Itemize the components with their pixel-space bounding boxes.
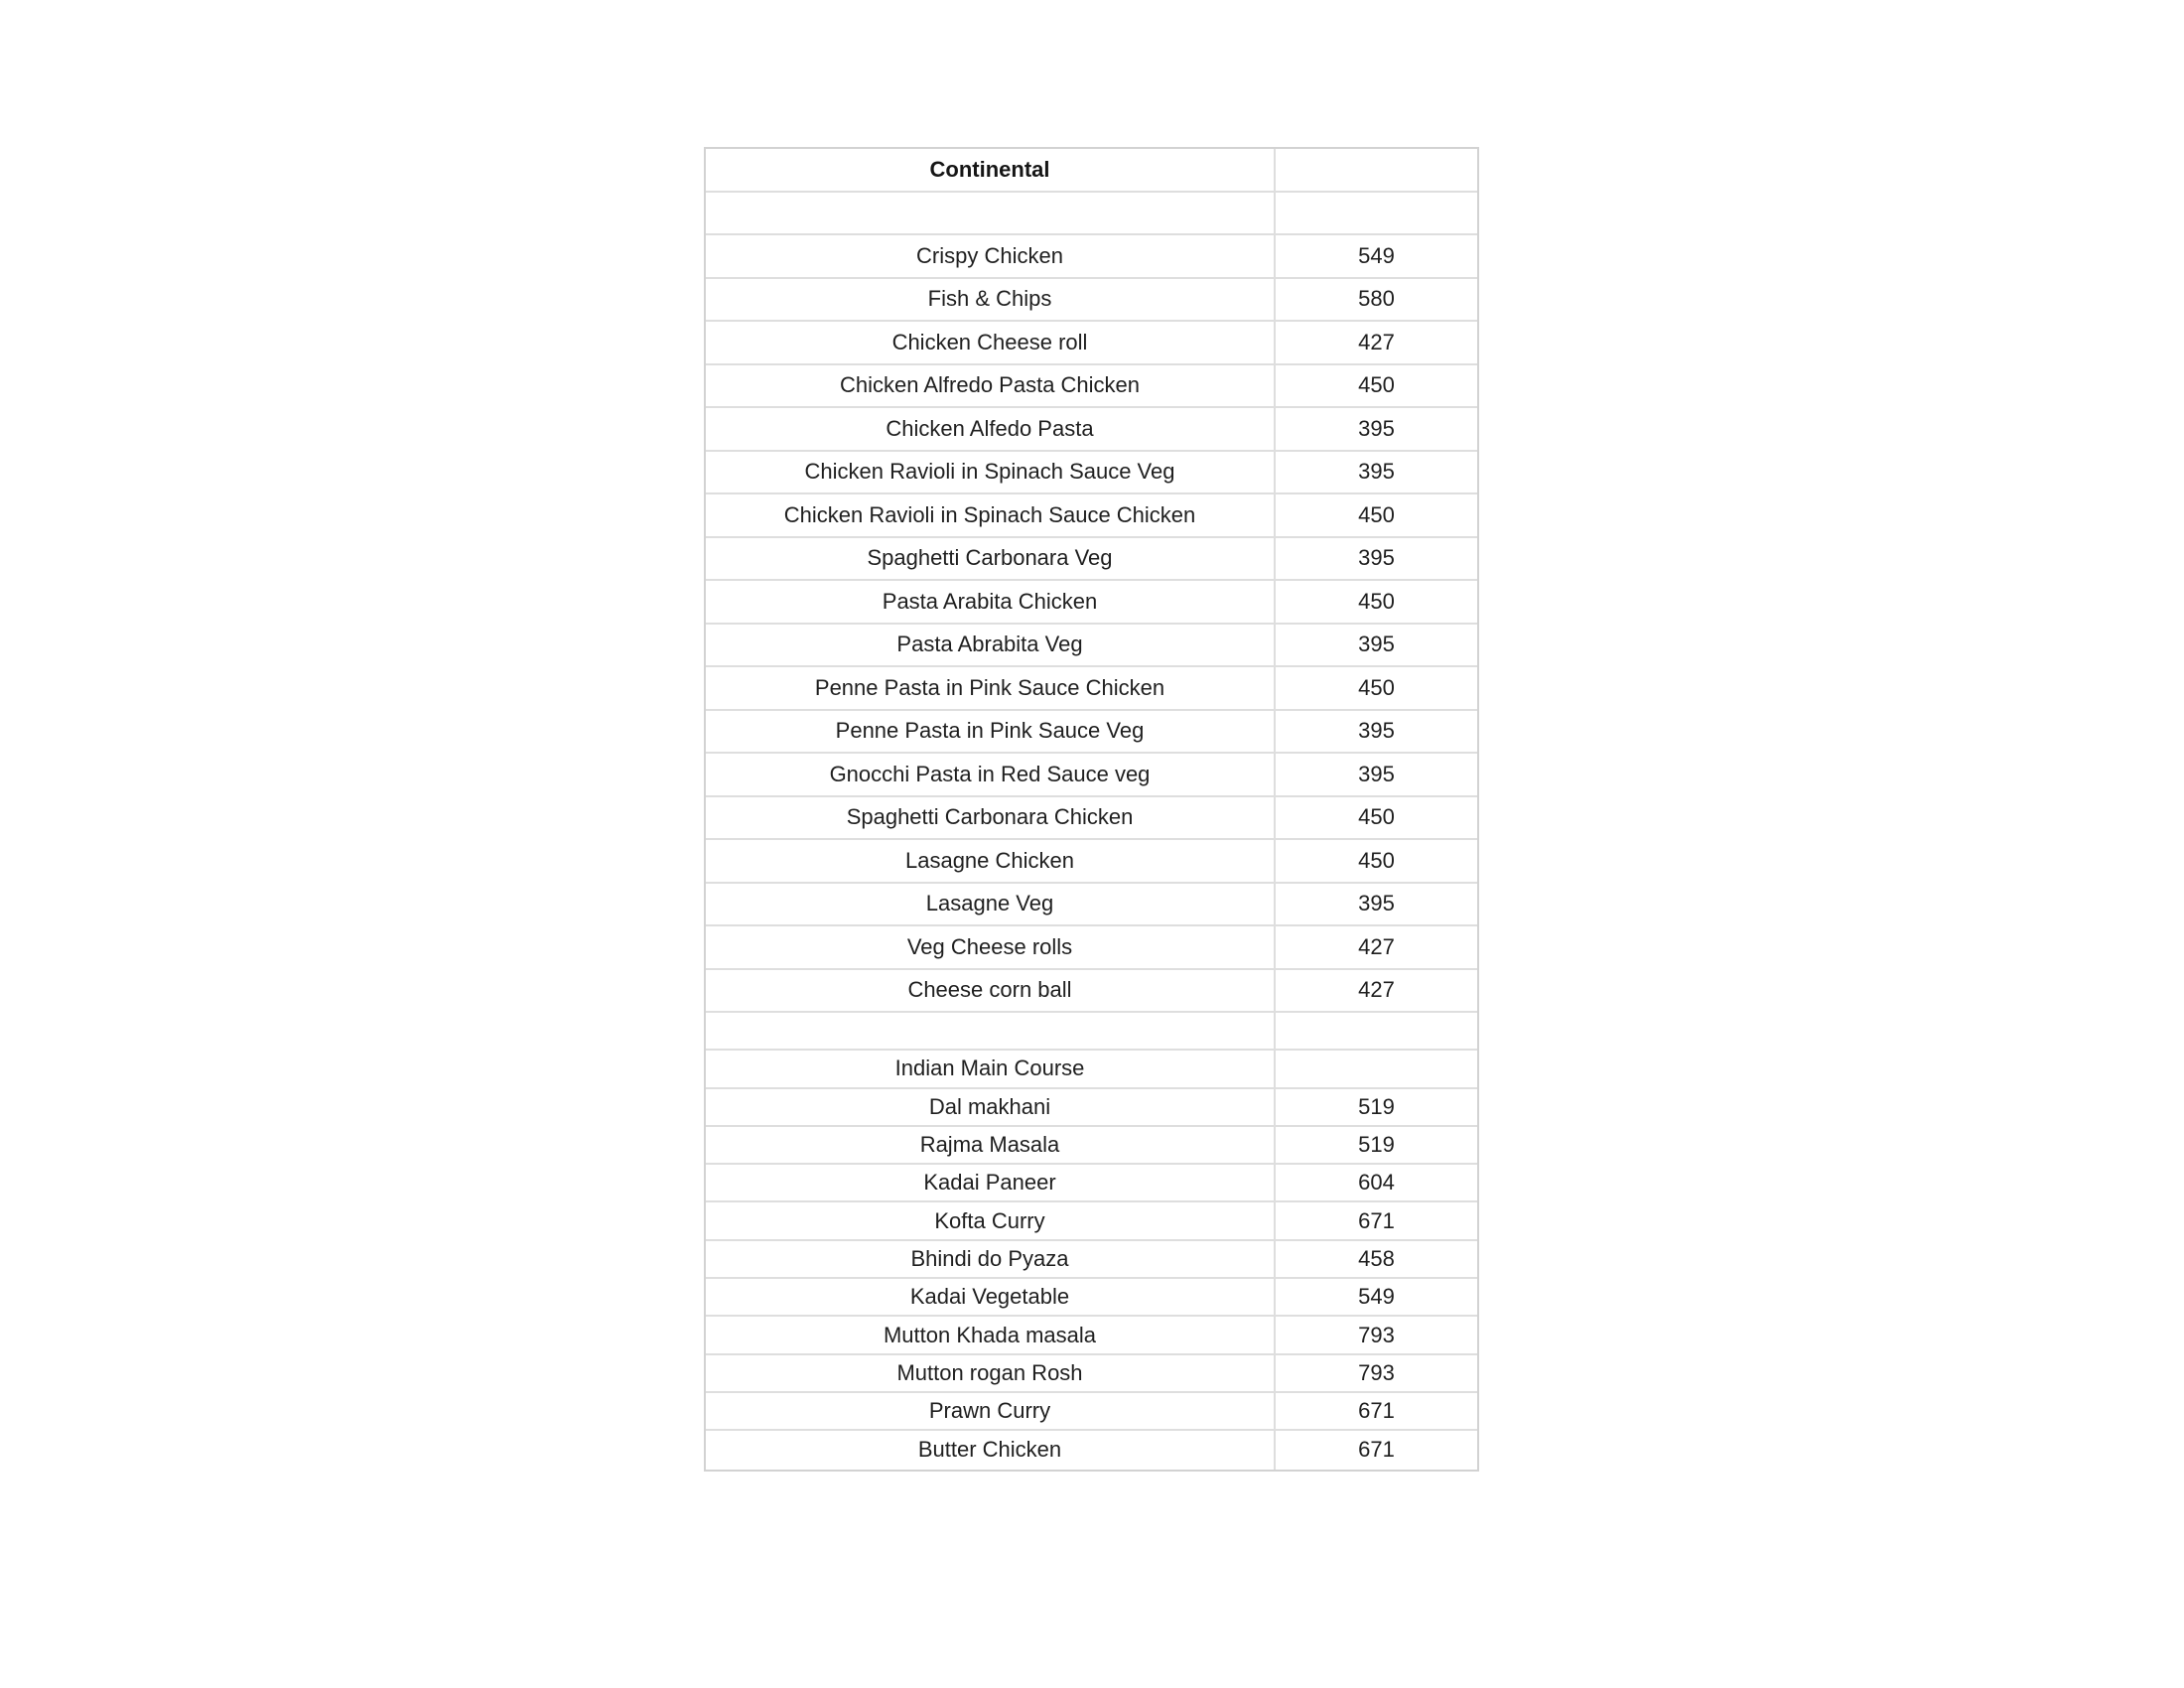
item-price-cell: 450: [1358, 847, 1395, 873]
item-name-cell: Crispy Chicken: [706, 235, 1276, 277]
item-name-cell: [706, 1013, 1276, 1049]
item-name-cell: Kofta Curry: [706, 1202, 1276, 1238]
table-row: [706, 797, 1477, 841]
item-price-cell: 549: [1358, 242, 1395, 268]
item-name-cell: Chicken Cheese roll: [706, 322, 1276, 363]
table-row: [706, 322, 1477, 365]
item-name-cell: Spaghetti Carbonara Veg: [706, 538, 1276, 580]
item-price-cell: 427: [1358, 977, 1395, 1003]
item-price-cell: 450: [1358, 588, 1395, 614]
item-price-cell: 427: [1358, 329, 1395, 354]
table-row: [706, 1431, 1477, 1469]
table-row: [706, 711, 1477, 755]
item-price-cell: 450: [1358, 674, 1395, 700]
item-name-cell: Pasta Arabita Chicken: [706, 581, 1276, 623]
item-price-cell: 395: [1358, 415, 1395, 441]
table-row: [706, 754, 1477, 797]
item-price-cell: 395: [1358, 761, 1395, 786]
table-row: [706, 1127, 1477, 1165]
item-price-cell: 395: [1358, 891, 1395, 916]
item-price-cell: 395: [1358, 545, 1395, 571]
item-name-cell: [706, 193, 1276, 234]
item-price-cell: [1276, 149, 1477, 191]
item-price-cell: [1276, 1051, 1477, 1086]
item-name-cell: Pasta Abrabita Veg: [706, 625, 1276, 666]
table-row: [706, 840, 1477, 884]
item-name-cell: Bhindi do Pyaza: [706, 1241, 1276, 1277]
item-name-cell: Chicken Alfedo Pasta: [706, 408, 1276, 450]
table-row: [706, 452, 1477, 495]
table-row: [706, 1279, 1477, 1317]
table-section-row: [706, 1051, 1477, 1088]
table-row: [706, 365, 1477, 409]
item-name-cell: Chicken Ravioli in Spinach Sauce Chicken: [706, 494, 1276, 536]
item-price-cell: [1276, 193, 1477, 234]
item-name-cell: Continental: [706, 149, 1276, 191]
item-price-cell: 671: [1358, 1437, 1395, 1463]
item-name-cell: Fish & Chips: [706, 279, 1276, 321]
table-blank-row: [706, 1013, 1477, 1051]
item-name-cell: Lasagne Veg: [706, 884, 1276, 925]
item-name-cell: Prawn Curry: [706, 1393, 1276, 1429]
table-row: [706, 538, 1477, 582]
menu-price-table: [704, 147, 1479, 1472]
table-row: [706, 408, 1477, 452]
table-row: [706, 581, 1477, 625]
item-price-cell: 793: [1358, 1322, 1395, 1347]
table-row: [706, 1165, 1477, 1202]
item-name-cell: Kadai Paneer: [706, 1165, 1276, 1200]
table-row: [706, 1089, 1477, 1127]
item-name-cell: Mutton rogan Rosh: [706, 1355, 1276, 1391]
item-price-cell: [1276, 1013, 1477, 1049]
table-row: [706, 1355, 1477, 1393]
item-name-cell: Mutton Khada masala: [706, 1317, 1276, 1352]
table-row: [706, 494, 1477, 538]
item-price-cell: 450: [1358, 804, 1395, 830]
item-price-cell: 671: [1358, 1207, 1395, 1233]
table-row: [706, 1202, 1477, 1240]
table-blank-row: [706, 193, 1477, 236]
item-name-cell: Kadai Vegetable: [706, 1279, 1276, 1315]
item-price-cell: 519: [1358, 1132, 1395, 1158]
item-price-cell: 395: [1358, 459, 1395, 485]
item-price-cell: 580: [1358, 286, 1395, 312]
item-name-cell: Chicken Alfredo Pasta Chicken: [706, 365, 1276, 407]
item-name-cell: Penne Pasta in Pink Sauce Veg: [706, 711, 1276, 753]
item-price-cell: 671: [1358, 1398, 1395, 1424]
item-price-cell: 395: [1358, 632, 1395, 657]
table-row: [706, 926, 1477, 970]
item-name-cell: Rajma Masala: [706, 1127, 1276, 1163]
item-price-cell: 395: [1358, 718, 1395, 744]
item-price-cell: 604: [1358, 1170, 1395, 1196]
item-name-cell: Penne Pasta in Pink Sauce Chicken: [706, 667, 1276, 709]
item-name-cell: Indian Main Course: [706, 1051, 1276, 1086]
table-row: [706, 1393, 1477, 1431]
item-name-cell: Lasagne Chicken: [706, 840, 1276, 882]
item-price-cell: 793: [1358, 1359, 1395, 1385]
item-price-cell: 549: [1358, 1284, 1395, 1310]
table-header-row: [706, 149, 1477, 193]
table-row: [706, 1241, 1477, 1279]
item-name-cell: Veg Cheese rolls: [706, 926, 1276, 968]
item-name-cell: Chicken Ravioli in Spinach Sauce Veg: [706, 452, 1276, 493]
item-price-cell: 450: [1358, 501, 1395, 527]
item-price-cell: 458: [1358, 1245, 1395, 1271]
table-row: [706, 884, 1477, 927]
item-name-cell: Cheese corn ball: [706, 970, 1276, 1012]
table-row: [706, 667, 1477, 711]
item-price-cell: 450: [1358, 372, 1395, 398]
item-name-cell: Spaghetti Carbonara Chicken: [706, 797, 1276, 839]
table-row: [706, 1317, 1477, 1354]
item-price-cell: 519: [1358, 1093, 1395, 1119]
table-row: [706, 279, 1477, 323]
table-row: [706, 625, 1477, 668]
item-name-cell: Butter Chicken: [706, 1431, 1276, 1469]
table-row: [706, 235, 1477, 279]
item-price-cell: 427: [1358, 933, 1395, 959]
table-row: [706, 970, 1477, 1014]
item-name-cell: Dal makhani: [706, 1089, 1276, 1125]
item-name-cell: Gnocchi Pasta in Red Sauce veg: [706, 754, 1276, 795]
